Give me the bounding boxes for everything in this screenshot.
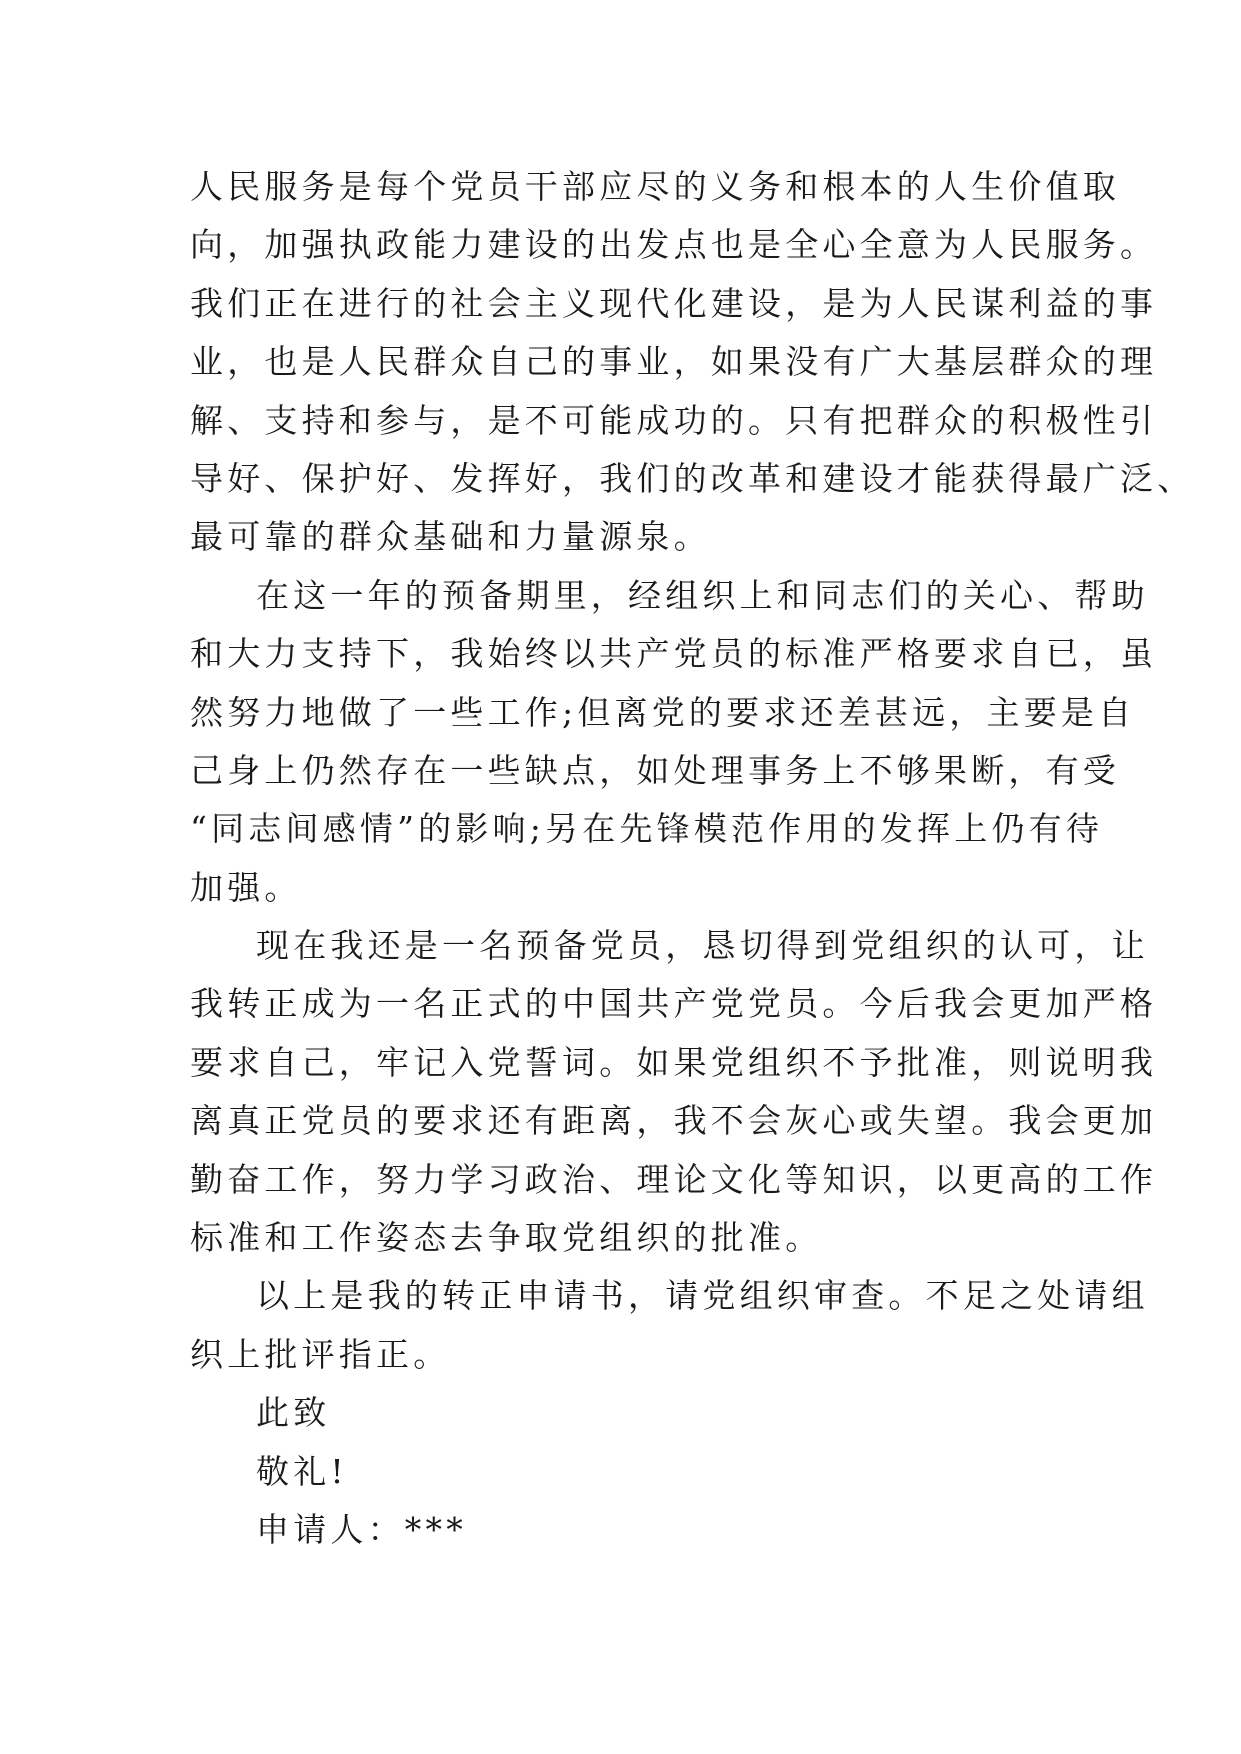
- text-line: “同志间感情”的影响;另在先锋模范作用的发挥上仍有待: [190, 809, 1104, 849]
- text-line: 在这一年的预备期里，经组织上和同志们的关心、帮助: [256, 575, 1149, 615]
- text-line: 然努力地做了一些工作;但离党的要求还差甚远，主要是自: [190, 692, 1136, 732]
- text-line: 织上批评指正。: [190, 1334, 451, 1374]
- text-line: 向，加强执政能力建设的出发点也是全心全意为人民服务。: [190, 225, 1158, 265]
- text-line: 和大力支持下，我始终以共产党员的标准严格要求自已，虽: [190, 634, 1158, 674]
- text-line: 业，也是人民群众自己的事业，如果没有广大基层群众的理: [190, 342, 1158, 382]
- text-line: 导好、保护好、发挥好，我们的改革和建设才能获得最广泛、: [190, 458, 1195, 498]
- text-line: 最可靠的群众基础和力量源泉。: [190, 517, 711, 557]
- text-line: 申请人：***: [256, 1509, 467, 1549]
- text-line: 勤奋工作，努力学习政治、理论文化等知识，以更高的工作: [190, 1159, 1158, 1199]
- text-line: 解、支持和参与，是不可能成功的。只有把群众的积极性引: [190, 400, 1158, 440]
- text-line: 离真正党员的要求还有距离，我不会灰心或失望。我会更加: [190, 1101, 1158, 1141]
- text-line: 人民服务是每个党员干部应尽的义务和根本的人生价值取: [190, 167, 1120, 206]
- text-line: 此致: [256, 1393, 331, 1433]
- text-line: 加强。: [190, 867, 302, 907]
- text-line: 要求自己，牢记入党誓词。如果党组织不予批准，则说明我: [190, 1042, 1158, 1082]
- text-line: 我转正成为一名正式的中国共产党党员。今后我会更加严格: [190, 984, 1158, 1024]
- text-line: 我们正在进行的社会主义现代化建设，是为人民谋利益的事: [190, 283, 1158, 323]
- text-line: 现在我还是一名预备党员，恳切得到党组织的认可，让: [256, 926, 1149, 966]
- text-line: 以上是我的转正申请书，请党组织审查。不足之处请组: [256, 1276, 1149, 1316]
- text-line: 标准和工作姿态去争取党组织的批准。: [190, 1218, 823, 1258]
- document-body: [190, 158, 1195, 1559]
- text-line: 己身上仍然存在一些缺点，如处理事务上不够果断，有受: [190, 750, 1120, 790]
- text-line: 敬礼!: [256, 1451, 348, 1491]
